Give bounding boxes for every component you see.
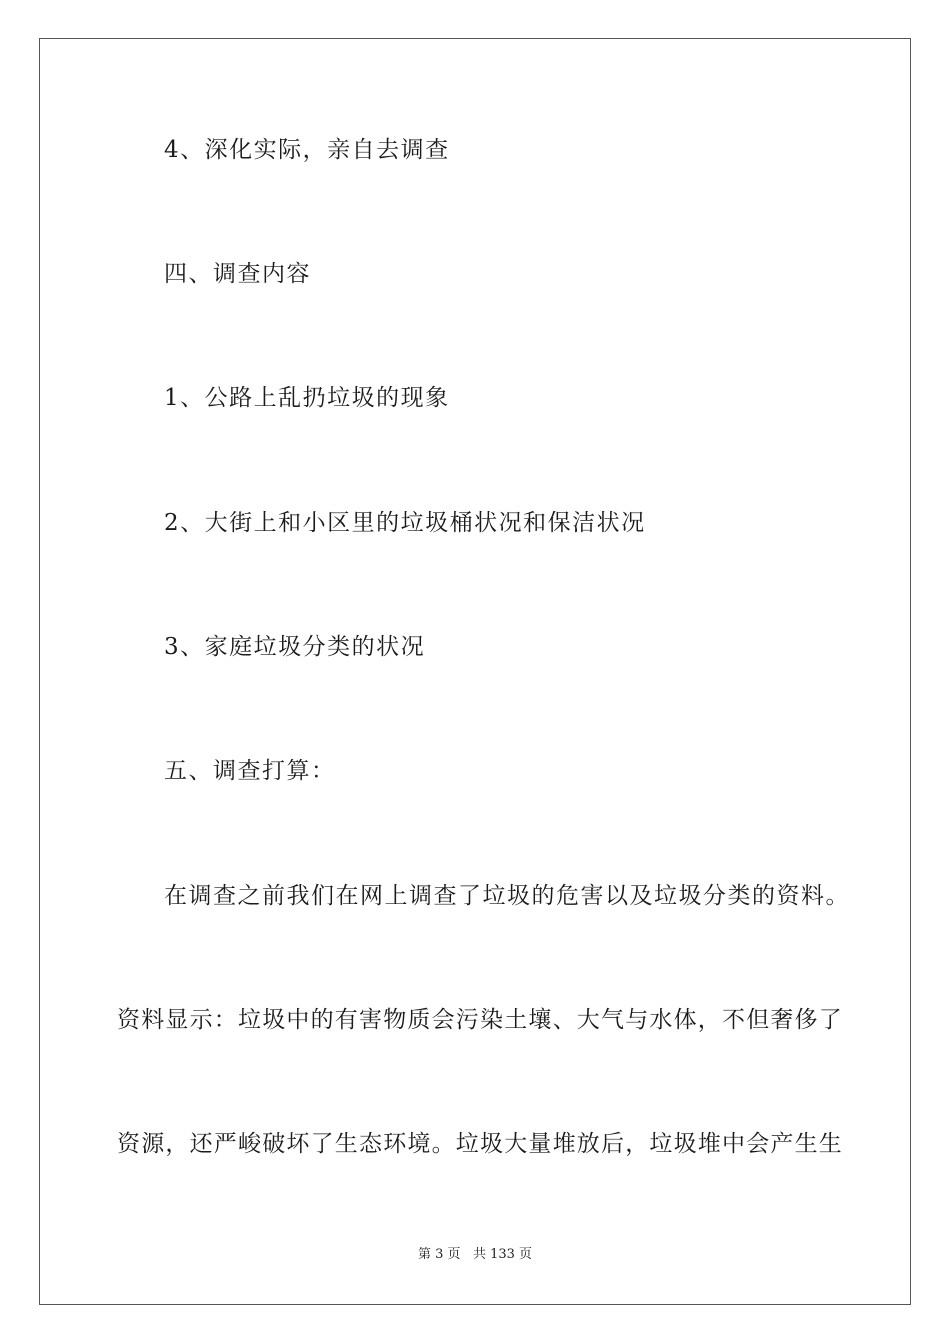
paragraph-line: 资源，还严峻破坏了生态环境。垃圾大量堆放后，垃圾堆中会产生生 [117,1131,843,1157]
page-footer [0,1246,950,1264]
list-item: 1、公路上乱扔垃圾的现象 [164,385,450,411]
section-heading: 五、调查打算： [164,758,336,784]
list-item: 4、深化实际，亲自去调查 [164,137,450,163]
list-item: 2、大街上和小区里的垃圾桶状况和保洁状况 [164,510,646,536]
page-border [39,38,911,1305]
paragraph-line: 在调查之前我们在网上调查了垃圾的危害以及垃圾分类的资料。 [164,883,850,909]
section-heading: 四、调查内容 [164,261,311,287]
page-number: 第 3 页 [417,1247,461,1262]
page-total: 共 133 页 [472,1247,533,1262]
paragraph-line: 资料显示：垃圾中的有害物质会污染土壤、大气与水体，不但奢侈了 [117,1007,843,1033]
list-item: 3、家庭垃圾分类的状况 [164,634,426,660]
